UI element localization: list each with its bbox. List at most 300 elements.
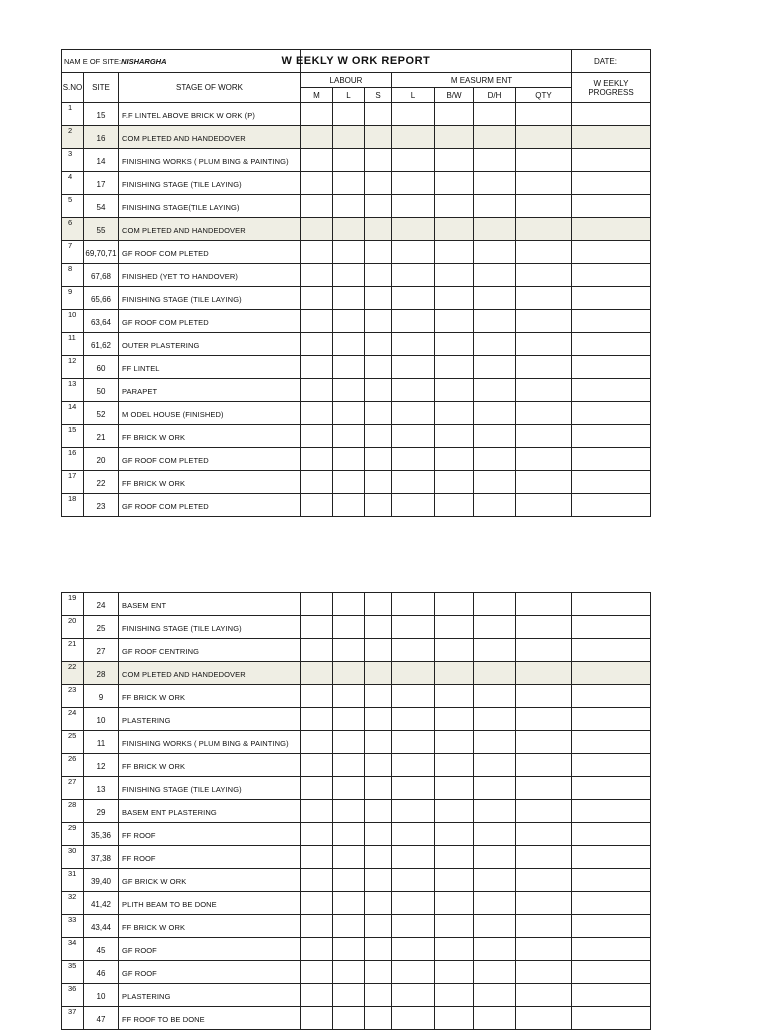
labour-s-cell — [365, 402, 392, 425]
labour-l-cell — [333, 708, 365, 731]
labour-m-cell — [301, 1007, 333, 1030]
measure-dh-cell — [474, 494, 516, 517]
stage-cell: GF ROOF — [119, 938, 301, 961]
measure-dh-cell — [474, 402, 516, 425]
measure-dh-cell — [474, 685, 516, 708]
measure-qty-cell — [516, 310, 572, 333]
sno-cell: 32 — [62, 892, 84, 915]
measure-l-cell — [392, 639, 435, 662]
measure-qty-cell — [516, 402, 572, 425]
site-cell: 15 — [84, 103, 119, 126]
measure-qty-cell — [516, 379, 572, 402]
table-row — [62, 471, 651, 494]
site-cell: 54 — [84, 195, 119, 218]
measure-dh-cell — [474, 356, 516, 379]
stage-cell: FINISHING STAGE (TILE LAYING) — [119, 287, 301, 310]
stage-cell: COM PLETED AND HANDEDOVER — [119, 662, 301, 685]
stage-cell: FF BRICK W ORK — [119, 425, 301, 448]
labour-m-cell — [301, 264, 333, 287]
labour-s-cell — [365, 984, 392, 1007]
labour-s-cell — [365, 356, 392, 379]
labour-s-cell — [365, 471, 392, 494]
measure-bw-cell — [435, 264, 474, 287]
site-name-value: NISHARGHA — [121, 56, 167, 66]
labour-l-cell — [333, 915, 365, 938]
labour-m-cell — [301, 984, 333, 1007]
stage-cell: PARAPET — [119, 379, 301, 402]
labour-l-cell — [333, 471, 365, 494]
measure-bw-cell — [435, 172, 474, 195]
measure-l-cell — [392, 379, 435, 402]
measure-bw-cell — [435, 846, 474, 869]
measure-qty-cell — [516, 494, 572, 517]
labour-s-cell — [365, 800, 392, 823]
labour-l-cell — [333, 593, 365, 616]
measure-bw-cell — [435, 1007, 474, 1030]
measure-qty-cell — [516, 356, 572, 379]
stage-cell: FINISHING WORKS ( PLUM BING & PAINTING) — [119, 149, 301, 172]
measure-l-cell — [392, 708, 435, 731]
weekly-progress-cell — [572, 379, 651, 402]
stage-cell: FINISHING STAGE (TILE LAYING) — [119, 777, 301, 800]
measure-dh-cell — [474, 731, 516, 754]
stage-cell: FF LINTEL — [119, 356, 301, 379]
site-cell: 47 — [84, 1007, 119, 1030]
measure-dh-cell — [474, 471, 516, 494]
stage-cell: M ODEL HOUSE (FINISHED) — [119, 402, 301, 425]
measure-dh-cell — [474, 892, 516, 915]
measure-qty-cell — [516, 425, 572, 448]
measure-l-cell — [392, 1007, 435, 1030]
sno-cell: 28 — [62, 800, 84, 823]
measure-bw-cell — [435, 961, 474, 984]
measure-qty-cell — [516, 823, 572, 846]
labour-s-cell — [365, 823, 392, 846]
weekly-progress-cell — [572, 685, 651, 708]
weekly-progress-cell — [572, 800, 651, 823]
measure-l-cell — [392, 494, 435, 517]
labour-s-cell — [365, 379, 392, 402]
labour-l-cell — [333, 103, 365, 126]
site-cell: 13 — [84, 777, 119, 800]
labour-l-cell — [333, 264, 365, 287]
weekly-progress-cell — [572, 731, 651, 754]
site-cell: 61,62 — [84, 333, 119, 356]
table-row — [62, 1007, 651, 1030]
labour-l-cell — [333, 379, 365, 402]
sno-cell: 21 — [62, 639, 84, 662]
measure-dh-cell — [474, 172, 516, 195]
sno-cell: 1 — [62, 103, 84, 126]
weekly-progress-cell — [572, 356, 651, 379]
measure-qty-cell — [516, 448, 572, 471]
measure-l-cell — [392, 662, 435, 685]
measure-dh-cell — [474, 241, 516, 264]
measure-dh-header: D/H — [474, 88, 516, 103]
site-cell: 11 — [84, 731, 119, 754]
measure-l-cell — [392, 402, 435, 425]
measure-qty-cell — [516, 616, 572, 639]
measure-dh-cell — [474, 869, 516, 892]
labour-s-cell — [365, 333, 392, 356]
stage-cell: FF BRICK W ORK — [119, 754, 301, 777]
measure-dh-cell — [474, 984, 516, 1007]
labour-m-cell — [301, 425, 333, 448]
labour-s-cell — [365, 915, 392, 938]
table-row — [62, 425, 651, 448]
site-cell: 52 — [84, 402, 119, 425]
measure-dh-cell — [474, 103, 516, 126]
sno-cell: 35 — [62, 961, 84, 984]
stage-cell: FINISHING STAGE (TILE LAYING) — [119, 172, 301, 195]
stage-cell: FF ROOF — [119, 846, 301, 869]
labour-m-cell — [301, 662, 333, 685]
labour-s-cell — [365, 149, 392, 172]
labour-l-cell — [333, 241, 365, 264]
labour-s-cell — [365, 616, 392, 639]
sno-cell: 26 — [62, 754, 84, 777]
measure-dh-cell — [474, 823, 516, 846]
labour-s-cell — [365, 448, 392, 471]
labour-m-cell — [301, 333, 333, 356]
measure-bw-cell — [435, 402, 474, 425]
sno-cell: 16 — [62, 448, 84, 471]
weekly-progress-cell — [572, 961, 651, 984]
labour-m-cell — [301, 402, 333, 425]
stage-cell: GF ROOF CENTRING — [119, 639, 301, 662]
weekly-progress-cell — [572, 241, 651, 264]
table-row — [62, 241, 651, 264]
measure-bw-cell — [435, 754, 474, 777]
stage-cell: FF ROOF — [119, 823, 301, 846]
sno-cell: 3 — [62, 149, 84, 172]
site-cell: 27 — [84, 639, 119, 662]
labour-m-cell — [301, 593, 333, 616]
sno-cell: 29 — [62, 823, 84, 846]
measure-dh-cell — [474, 915, 516, 938]
table-row — [62, 264, 651, 287]
measure-bw-cell — [435, 616, 474, 639]
table-row — [62, 593, 651, 616]
labour-l-cell — [333, 402, 365, 425]
measure-dh-cell — [474, 195, 516, 218]
measure-l-cell — [392, 593, 435, 616]
labour-m-cell — [301, 869, 333, 892]
measure-bw-cell — [435, 938, 474, 961]
table-row — [62, 846, 651, 869]
labour-l-cell — [333, 149, 365, 172]
site-cell: 65,66 — [84, 287, 119, 310]
measure-qty-cell — [516, 869, 572, 892]
measure-bw-cell — [435, 149, 474, 172]
site-name-label: NAM E OF SITE: — [64, 56, 122, 66]
measure-bw-cell — [435, 685, 474, 708]
site-cell: 39,40 — [84, 869, 119, 892]
table-row — [62, 126, 651, 149]
weekly-progress-cell — [572, 218, 651, 241]
labour-m-cell — [301, 448, 333, 471]
labour-s-cell — [365, 126, 392, 149]
weekly-progress-cell — [572, 1007, 651, 1030]
sno-cell: 27 — [62, 777, 84, 800]
weekly-progress-cell — [572, 823, 651, 846]
labour-s-cell — [365, 264, 392, 287]
measure-dh-cell — [474, 961, 516, 984]
site-cell: 14 — [84, 149, 119, 172]
measure-bw-cell — [435, 218, 474, 241]
stage-cell: FF BRICK W ORK — [119, 685, 301, 708]
labour-header: LABOUR — [301, 73, 392, 88]
labour-l-cell — [333, 425, 365, 448]
measure-bw-cell — [435, 593, 474, 616]
labour-l-cell — [333, 846, 365, 869]
weekly-progress-cell — [572, 448, 651, 471]
measure-dh-cell — [474, 218, 516, 241]
measure-dh-cell — [474, 333, 516, 356]
table-row — [62, 218, 651, 241]
site-cell: 69,70,71 — [84, 241, 119, 264]
measure-qty-header: QTY — [516, 88, 572, 103]
measure-qty-cell — [516, 662, 572, 685]
labour-l-cell — [333, 356, 365, 379]
measure-dh-cell — [474, 448, 516, 471]
sno-cell: 15 — [62, 425, 84, 448]
stage-cell: FF ROOF TO BE DONE — [119, 1007, 301, 1030]
table-row — [62, 333, 651, 356]
labour-m-cell — [301, 195, 333, 218]
labour-l-cell — [333, 984, 365, 1007]
labour-l-cell — [333, 333, 365, 356]
labour-s-cell — [365, 869, 392, 892]
labour-s-cell — [365, 708, 392, 731]
measure-l-cell — [392, 195, 435, 218]
measure-qty-cell — [516, 938, 572, 961]
measure-l-header: L — [392, 88, 435, 103]
measure-qty-cell — [516, 241, 572, 264]
weekly-report-table — [61, 49, 651, 517]
table-row — [62, 448, 651, 471]
measure-qty-cell — [516, 961, 572, 984]
site-cell: 22 — [84, 471, 119, 494]
measure-bw-cell — [435, 287, 474, 310]
weekly-progress-cell — [572, 195, 651, 218]
measure-qty-cell — [516, 218, 572, 241]
measure-qty-cell — [516, 846, 572, 869]
weekly-progress-cell — [572, 708, 651, 731]
labour-s-cell — [365, 892, 392, 915]
labour-m-cell — [301, 800, 333, 823]
labour-l-cell — [333, 195, 365, 218]
measure-qty-cell — [516, 287, 572, 310]
measure-dh-cell — [474, 287, 516, 310]
labour-s-cell — [365, 662, 392, 685]
labour-m-cell — [301, 172, 333, 195]
sno-cell: 23 — [62, 685, 84, 708]
stage-cell: FF BRICK W ORK — [119, 471, 301, 494]
site-cell: 60 — [84, 356, 119, 379]
measure-bw-cell — [435, 869, 474, 892]
labour-l-cell — [333, 287, 365, 310]
measure-bw-header: B/W — [435, 88, 474, 103]
measure-qty-cell — [516, 708, 572, 731]
weekly-progress-cell — [572, 126, 651, 149]
weekly-progress-cell — [572, 892, 651, 915]
stage-cell: BASEM ENT — [119, 593, 301, 616]
sno-cell: 9 — [62, 287, 84, 310]
labour-m-cell — [301, 149, 333, 172]
weekly-progress-cell — [572, 149, 651, 172]
measure-dh-cell — [474, 1007, 516, 1030]
measure-bw-cell — [435, 195, 474, 218]
site-cell: 67,68 — [84, 264, 119, 287]
labour-s-cell — [365, 639, 392, 662]
weekly-report-table-continued — [61, 592, 651, 1030]
measure-l-cell — [392, 264, 435, 287]
labour-l-cell — [333, 892, 365, 915]
measure-l-cell — [392, 777, 435, 800]
weekly-progress-cell — [572, 471, 651, 494]
measure-dh-cell — [474, 310, 516, 333]
stage-cell: FINISHING WORKS ( PLUM BING & PAINTING) — [119, 731, 301, 754]
table-row — [62, 402, 651, 425]
measure-dh-cell — [474, 846, 516, 869]
labour-s-cell — [365, 494, 392, 517]
measure-bw-cell — [435, 639, 474, 662]
measure-dh-cell — [474, 639, 516, 662]
weekly-progress-cell — [572, 915, 651, 938]
report-title: W EEKLY W ORK REPORT — [281, 54, 431, 67]
table-row — [62, 195, 651, 218]
labour-m-cell — [301, 218, 333, 241]
table-row — [62, 103, 651, 126]
table-row — [62, 662, 651, 685]
measure-l-cell — [392, 356, 435, 379]
labour-l-cell — [333, 1007, 365, 1030]
labour-s-cell — [365, 1007, 392, 1030]
labour-m-cell — [301, 754, 333, 777]
measure-qty-cell — [516, 264, 572, 287]
measure-bw-cell — [435, 241, 474, 264]
labour-m-cell — [301, 494, 333, 517]
stage-header: STAGE OF WORK — [119, 73, 301, 103]
labour-m-header: M — [301, 88, 333, 103]
labour-s-cell — [365, 777, 392, 800]
sno-cell: 17 — [62, 471, 84, 494]
measure-l-cell — [392, 218, 435, 241]
measure-l-cell — [392, 471, 435, 494]
measure-l-cell — [392, 846, 435, 869]
labour-m-cell — [301, 731, 333, 754]
labour-m-cell — [301, 287, 333, 310]
labour-l-cell — [333, 172, 365, 195]
measure-l-cell — [392, 149, 435, 172]
weekly-progress-cell — [572, 639, 651, 662]
table-row — [62, 800, 651, 823]
weekly-progress-cell — [572, 103, 651, 126]
measure-bw-cell — [435, 892, 474, 915]
labour-s-cell — [365, 938, 392, 961]
measure-l-cell — [392, 961, 435, 984]
site-cell: 10 — [84, 708, 119, 731]
measure-dh-cell — [474, 662, 516, 685]
table-row — [62, 892, 651, 915]
sno-cell: 18 — [62, 494, 84, 517]
measure-l-cell — [392, 103, 435, 126]
measure-qty-cell — [516, 333, 572, 356]
site-cell: 9 — [84, 685, 119, 708]
measure-bw-cell — [435, 915, 474, 938]
measure-qty-cell — [516, 800, 572, 823]
measure-qty-cell — [516, 126, 572, 149]
table-row — [62, 616, 651, 639]
sno-cell: 12 — [62, 356, 84, 379]
labour-l-cell — [333, 616, 365, 639]
measure-dh-cell — [474, 938, 516, 961]
labour-l-cell — [333, 938, 365, 961]
labour-m-cell — [301, 938, 333, 961]
measure-qty-cell — [516, 593, 572, 616]
measure-l-cell — [392, 984, 435, 1007]
weekly-label: W EEKLY — [593, 78, 629, 88]
table-row — [62, 379, 651, 402]
date-label: DATE: — [572, 50, 651, 73]
stage-cell: COM PLETED AND HANDEDOVER — [119, 218, 301, 241]
table-row — [62, 310, 651, 333]
table-row — [62, 494, 651, 517]
labour-l-cell — [333, 662, 365, 685]
site-cell: 24 — [84, 593, 119, 616]
labour-m-cell — [301, 616, 333, 639]
measure-bw-cell — [435, 984, 474, 1007]
sno-cell: 14 — [62, 402, 84, 425]
sno-cell: 4 — [62, 172, 84, 195]
measure-qty-cell — [516, 892, 572, 915]
labour-m-cell — [301, 961, 333, 984]
measure-qty-cell — [516, 984, 572, 1007]
measure-l-cell — [392, 172, 435, 195]
table-row — [62, 708, 651, 731]
measure-l-cell — [392, 685, 435, 708]
labour-s-cell — [365, 846, 392, 869]
weekly-progress-cell — [572, 754, 651, 777]
labour-l-cell — [333, 218, 365, 241]
sno-cell: 24 — [62, 708, 84, 731]
measure-qty-cell — [516, 731, 572, 754]
measure-dh-cell — [474, 264, 516, 287]
stage-cell: F.F LINTEL ABOVE BRICK W ORK (P) — [119, 103, 301, 126]
site-cell: 29 — [84, 800, 119, 823]
site-cell: 63,64 — [84, 310, 119, 333]
stage-cell: PLITH BEAM TO BE DONE — [119, 892, 301, 915]
measure-bw-cell — [435, 379, 474, 402]
measure-qty-cell — [516, 777, 572, 800]
measure-qty-cell — [516, 149, 572, 172]
weekly-progress-cell — [572, 402, 651, 425]
weekly-progress-cell — [572, 938, 651, 961]
measure-qty-cell — [516, 195, 572, 218]
measure-dh-cell — [474, 800, 516, 823]
sno-cell: 11 — [62, 333, 84, 356]
sno-header: S.NO — [62, 73, 84, 103]
labour-s-cell — [365, 103, 392, 126]
weekly-progress-cell — [572, 264, 651, 287]
site-cell: 23 — [84, 494, 119, 517]
sno-cell: 13 — [62, 379, 84, 402]
sno-cell: 10 — [62, 310, 84, 333]
measure-bw-cell — [435, 823, 474, 846]
weekly-progress-cell — [572, 662, 651, 685]
site-cell: 25 — [84, 616, 119, 639]
